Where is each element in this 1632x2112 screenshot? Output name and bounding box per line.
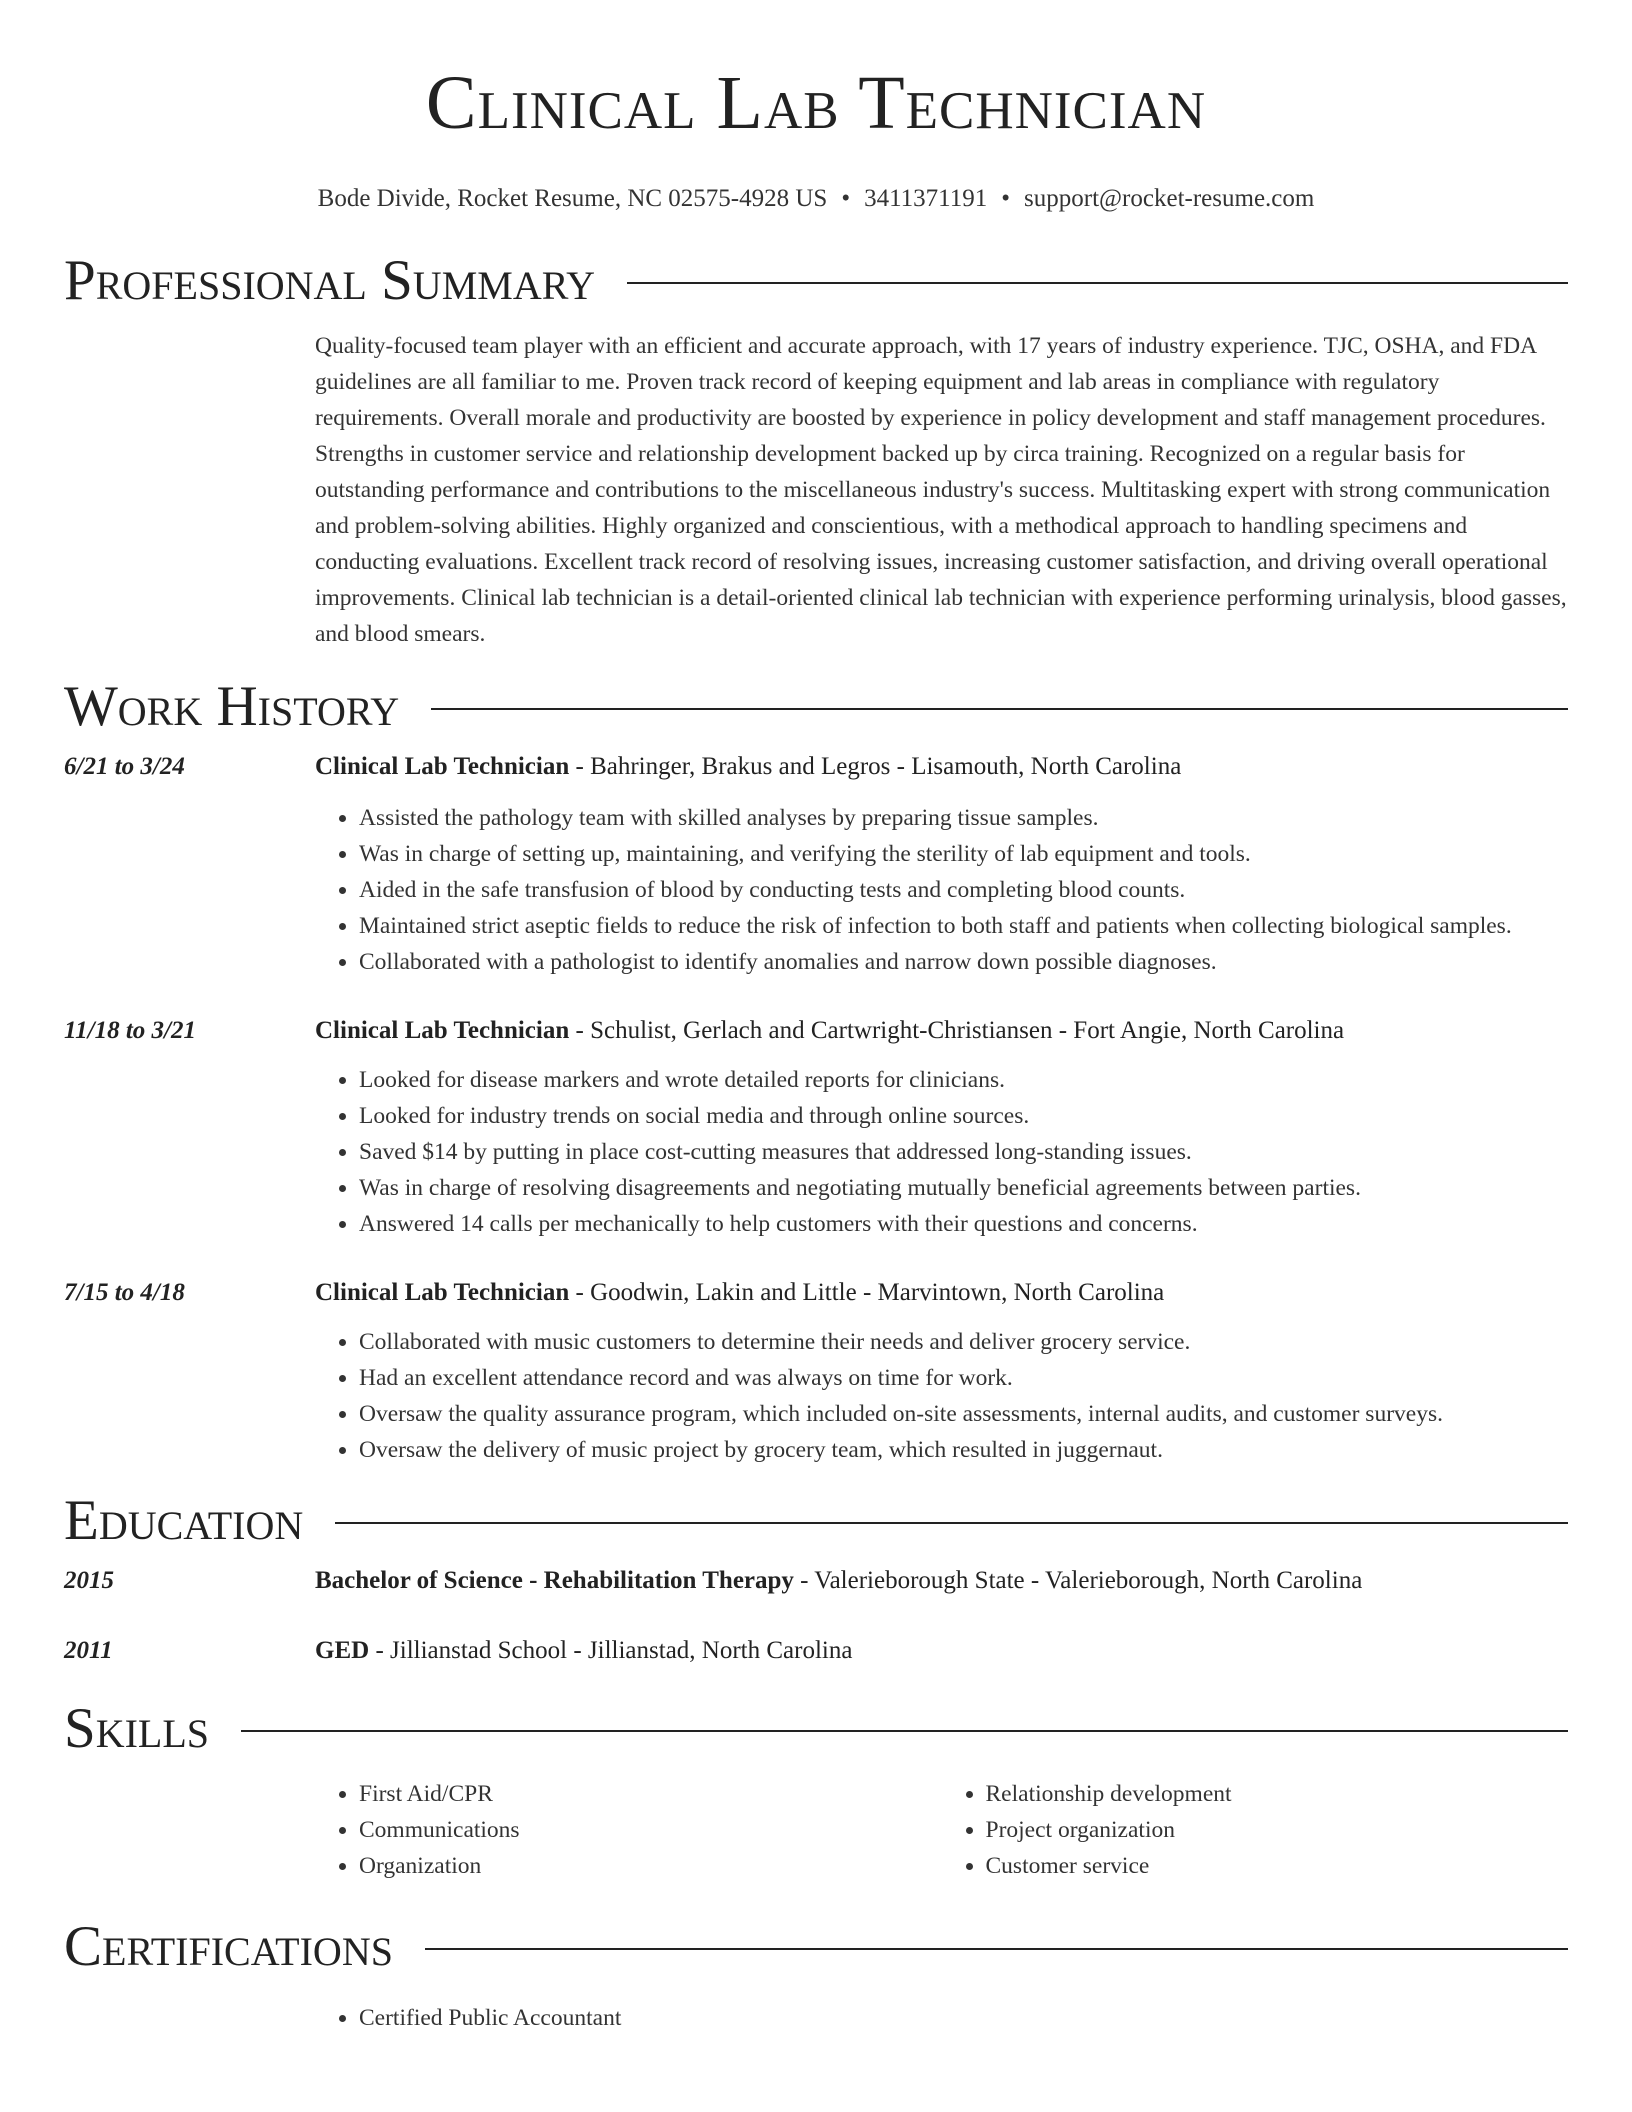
section-divider	[627, 282, 1568, 284]
section-divider	[335, 1522, 1568, 1524]
section-divider	[431, 708, 1568, 710]
job-bullets	[315, 1062, 1568, 1242]
job-bullet: • Had an excellent attendance record and was always on time for work.	[359, 1360, 1568, 1396]
job-bullets	[315, 800, 1568, 980]
job-bullet: • Was in charge of setting up, maintaining, and verifying the sterility of lab equipment and tools.	[359, 836, 1568, 872]
contact-separator: •	[1001, 185, 1011, 212]
summary-section-header	[64, 248, 1568, 314]
education-section-header	[64, 1488, 1568, 1554]
job-bullet: • Assisted the pathology team with skilled analyses by preparing tissue samples.	[359, 800, 1568, 836]
skills-section-title: Skills	[64, 1697, 210, 1760]
skills-section-header	[64, 1696, 1568, 1762]
job-bullet: • Answered 14 calls per mechanically to help customers with their questions and concerns.	[359, 1206, 1568, 1242]
job-employer: - Goodwin, Lakin and Little - Marvintown, North Carolina	[569, 1279, 1165, 1306]
job-employer: - Schulist, Gerlach and Cartwright-Christiansen - Fort Angie, North Carolina	[569, 1017, 1345, 1044]
job-bullet: • Was in charge of resolving disagreements and negotiating mutually beneficial agreements between parties.	[359, 1170, 1568, 1206]
education-school: - Jillianstad School - Jillianstad, North Carolina	[369, 1637, 853, 1664]
job-heading	[315, 1014, 1568, 1048]
contact-phone: 3411371191	[864, 185, 988, 212]
job-bullet: • Maintained strict aseptic fields to reduce the risk of infection to both staff and patients when collecting biological samples.	[359, 908, 1568, 944]
skills-column-left	[315, 1776, 942, 1884]
education-degree: Bachelor of Science - Rehabilitation Therapy	[315, 1567, 794, 1594]
job-entry	[64, 1276, 1568, 1468]
job-bullet: • Collaborated with music customers to determine their needs and deliver grocery service.	[359, 1324, 1568, 1360]
certifications-section-header	[64, 1914, 1568, 1980]
job-heading	[315, 1276, 1568, 1310]
certification-item: • Certified Public Accountant	[359, 2000, 1632, 2036]
skill-item: • Organization	[359, 1848, 942, 1884]
contact-separator: •	[841, 185, 851, 212]
summary-text: Quality-focused team player with an efficient and accurate approach, with 17 years of industry experience. TJC, OSHA, and FDA guidelines are all familiar to me. Proven track record of keeping equipment and lab areas in compliance with regulatory requirements. Overall morale and productivity are boosted by experience in policy development and staff management procedures. Strengths in customer service and relationship development backed up by circa training. Recognized on a regular basis for outstanding performance and contributions to the miscellaneous industry's success. Multitasking expert with strong communication and problem-solving abilities. Highly organized and conscientious, with a methodical approach to handling specimens and conducting evaluations. Excellent track record of resolving issues, increasing customer satisfaction, and driving overall operational improvements. Clinical lab technician is a detail-oriented clinical lab technician with experience performing urinalysis, blood gasses, and blood smears.	[315, 333, 1567, 647]
job-dates: 7/15 to 4/18	[64, 1279, 185, 1306]
certifications-bullets	[315, 2000, 1632, 2036]
job-bullets	[315, 1324, 1568, 1468]
job-bullet: • Oversaw the delivery of music project by grocery team, which resulted in juggernaut.	[359, 1432, 1568, 1468]
education-heading	[315, 1634, 1568, 1668]
education-school: - Valerieborough State - Valerieborough, North Carolina	[793, 1567, 1363, 1594]
job-heading	[315, 750, 1568, 784]
job-employer: - Bahringer, Brakus and Legros - Lisamouth, North Carolina	[569, 753, 1182, 780]
skill-item: • First Aid/CPR	[359, 1776, 942, 1812]
job-entry	[64, 750, 1568, 980]
education-degree: GED	[315, 1637, 370, 1664]
work-section-header	[64, 674, 1568, 740]
resume-name: Clinical Lab Technician	[425, 61, 1207, 145]
job-role: Clinical Lab Technician	[315, 753, 570, 780]
job-bullet: • Aided in the safe transfusion of blood by conducting tests and completing blood counts.	[359, 872, 1568, 908]
job-bullet: • Looked for disease markers and wrote detailed reports for clinicians.	[359, 1062, 1568, 1098]
education-entry	[64, 1634, 1568, 1668]
education-section-title: Education	[64, 1489, 304, 1552]
section-divider	[241, 1730, 1568, 1732]
summary-section-title: Professional Summary	[64, 249, 596, 312]
job-bullet: • Saved $14 by putting in place cost-cutting measures that addressed long-standing issues.	[359, 1134, 1568, 1170]
skill-item: • Communications	[359, 1812, 942, 1848]
education-year: 2011	[64, 1637, 113, 1664]
certifications-list	[315, 2000, 1632, 2036]
skill-item: • Project organization	[986, 1812, 1569, 1848]
job-entry	[64, 1014, 1568, 1242]
skill-item: • Customer service	[986, 1848, 1569, 1884]
job-bullet: • Oversaw the quality assurance program, which included on-site assessments, internal audits, and customer surveys.	[359, 1396, 1568, 1432]
skills-column-right	[942, 1776, 1569, 1884]
job-role: Clinical Lab Technician	[315, 1279, 570, 1306]
job-dates: 11/18 to 3/21	[64, 1017, 196, 1044]
contact-address: Bode Divide, Rocket Resume, NC 02575-4928 US	[317, 185, 828, 212]
contact-line	[0, 184, 1632, 214]
skills-list	[315, 1776, 1568, 1884]
education-entry	[64, 1564, 1568, 1598]
job-bullet: • Collaborated with a pathologist to identify anomalies and narrow down possible diagnoses.	[359, 944, 1568, 980]
job-bullet: • Looked for industry trends on social media and through online sources.	[359, 1098, 1568, 1134]
job-dates: 6/21 to 3/24	[64, 753, 185, 780]
job-role: Clinical Lab Technician	[315, 1017, 570, 1044]
work-section-title: Work History	[64, 675, 400, 738]
certifications-section-title: Certifications	[64, 1915, 393, 1978]
contact-email: support@rocket-resume.com	[1024, 185, 1315, 212]
education-heading	[315, 1564, 1568, 1598]
education-year: 2015	[64, 1567, 114, 1594]
skill-item: • Relationship development	[986, 1776, 1569, 1812]
section-divider	[425, 1948, 1568, 1950]
